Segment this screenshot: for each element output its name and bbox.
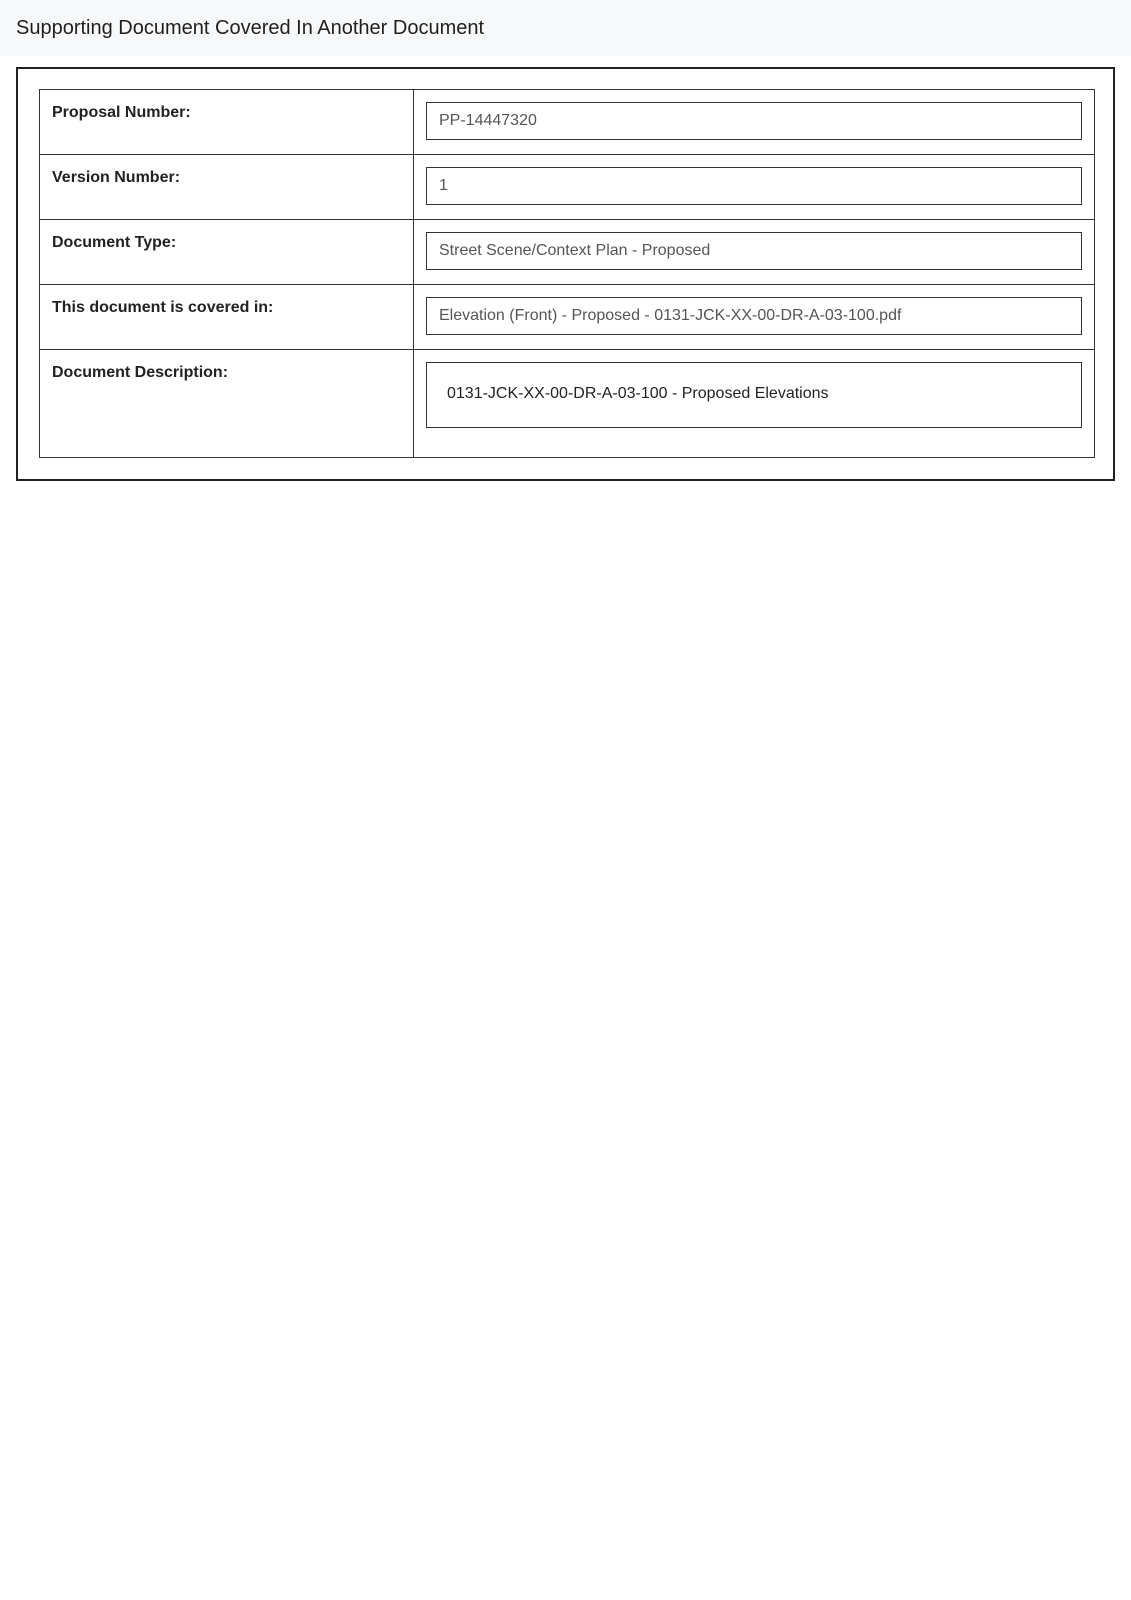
proposal-number-field: PP-14447320 bbox=[426, 102, 1082, 140]
document-type-cell bbox=[414, 220, 1095, 285]
version-number-label: Version Number: bbox=[40, 155, 414, 220]
version-number-field: 1 bbox=[426, 167, 1082, 205]
covered-in-field: Elevation (Front) - Proposed - 0131-JCK-XX-00-DR-A-03-100.pdf bbox=[426, 297, 1082, 335]
table-row-document-description bbox=[40, 350, 1095, 458]
document-description-cell bbox=[414, 350, 1095, 458]
document-type-field: Street Scene/Context Plan - Proposed bbox=[426, 232, 1082, 270]
document-description-field: 0131-JCK-XX-00-DR-A-03-100 - Proposed Elevations bbox=[426, 362, 1082, 428]
form-frame bbox=[16, 67, 1115, 481]
proposal-number-label: Proposal Number: bbox=[40, 90, 414, 155]
document-details-table bbox=[39, 89, 1095, 458]
table-row-covered-in bbox=[40, 285, 1095, 350]
table-row-proposal-number bbox=[40, 90, 1095, 155]
page-header bbox=[0, 0, 1131, 56]
version-number-cell bbox=[414, 155, 1095, 220]
table-row-document-type bbox=[40, 220, 1095, 285]
document-description-label: Document Description: bbox=[40, 350, 414, 458]
page-title: Supporting Document Covered In Another Document bbox=[16, 16, 485, 39]
table-row-version-number bbox=[40, 155, 1095, 220]
proposal-number-cell bbox=[414, 90, 1095, 155]
covered-in-cell bbox=[414, 285, 1095, 350]
document-type-label: Document Type: bbox=[40, 220, 414, 285]
covered-in-label: This document is covered in: bbox=[40, 285, 414, 350]
